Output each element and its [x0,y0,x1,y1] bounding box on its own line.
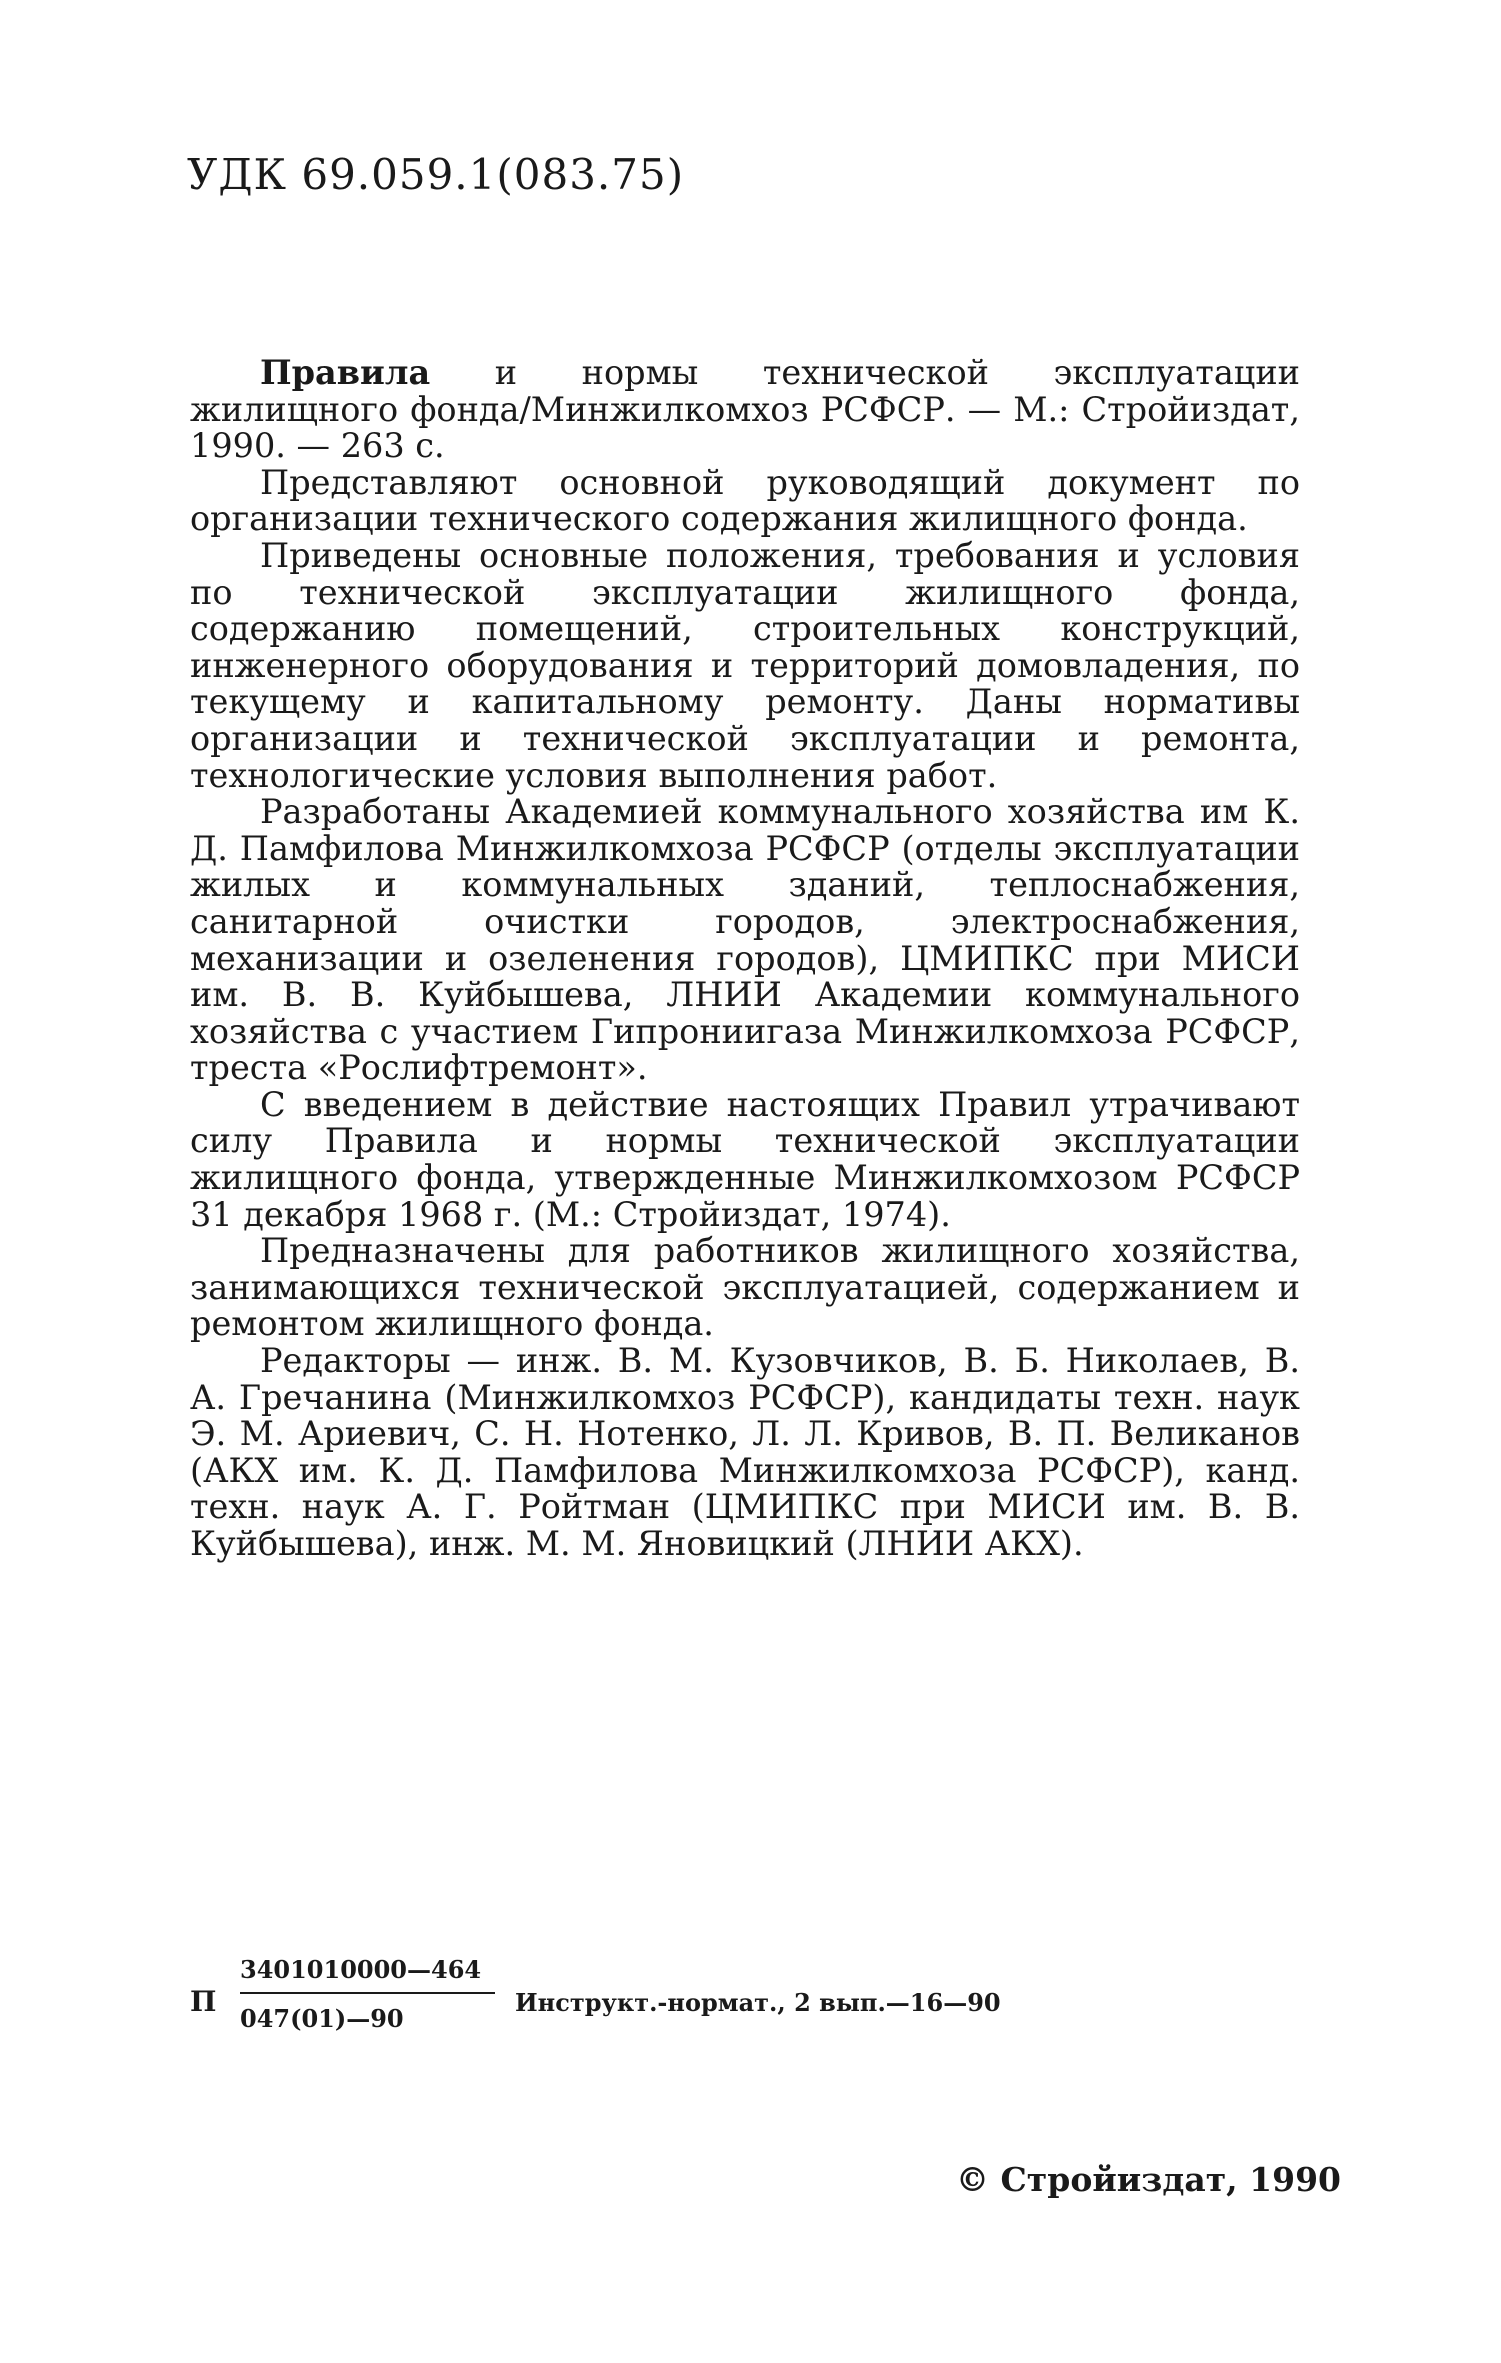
abstract-paragraph-5: С введением в действие настоящих Правил утрачивают силу Правила и нормы технической эксплуатации жилищного фонда, утвержденные Минжилкомхозом РСФСР 31 декабря 1968 г. (М.: Стройиздат, 1974). [190,1084,1300,1234]
abstract-title-lead: Правила [260,353,431,392]
abstract [190,355,1300,1563]
catalog-extra: Инструкт.-нормат., 2 вып.—16—90 [515,1988,1001,2017]
udk-code: УДК 69.059.1(083.75) [187,150,685,199]
abstract-paragraph-2: Представляют основной руководящий документ по организации технического содержания жилищного фонда. [190,462,1300,539]
abstract-paragraph-6: Предназначены для работников жилищного хозяйства, занимающихся технической эксплуатацией, содержанием и ремонтом жилищного фонда. [190,1231,1300,1344]
abstract-paragraph-1 [190,355,1300,465]
fraction-line [240,1992,495,1994]
catalog-index [190,1955,1090,2065]
catalog-letter: П [190,1985,217,2018]
abstract-paragraph-4: Разработаны Академией коммунального хозяйства им К. Д. Памфилова Минжилкомхоза РСФСР (отделы эксплуатации жилых и коммунальных зданий, теплоснабжения, санитарной очистки городов, электроснабжения, механизации и озеленения городов), ЦМИПКС при МИСИ им. В. В. Куйбышева, ЛНИИ Академии коммунального хозяйства с участием Гипрониигаза Минжилкомхоза РСФСР, треста «Рослифтремонт». [190,792,1300,1088]
abstract-paragraph-7: Редакторы — инж. В. М. Кузовчиков, В. Б. Николаев, В. А. Гречанина (Минжилкомхоз РСФСР), кандидаты техн. наук Э. М. Ариевич, С. Н. Нотенко, Л. Л. Кривов, В. П. Великанов (АКХ им. К. Д. Памфилова Минжилкомхоза РСФСР), канд. техн. наук А. Г. Ройтман (ЦМИПКС при МИСИ им. В. В. Куйбышева), инж. М. М. Яновицкий (ЛНИИ АКХ). [190,1341,1300,1563]
catalog-denominator: 047(01)—90 [240,2004,404,2033]
catalog-fraction [240,1955,500,2033]
catalog-numerator: 3401010000—464 [240,1955,482,1984]
abstract-paragraph-1-text: и нормы технической эксплуатации жилищного фонда/Минжилкомхоз РСФСР. — М.: Стройиздат, 1990. — 263 с. [190,353,1300,466]
abstract-paragraph-3: Приведены основные положения, требования и условия по технической эксплуатации жилищного фонда, содержанию помещений, строительных конструкций, инженерного оборудования и территорий домовладения, по текущему и капитальному ремонту. Даны нормативы организации и технической эксплуатации и ремонта, технологические условия выполнения работ. [190,535,1300,795]
copyright-notice: © Стройиздат, 1990 [956,2160,1341,2199]
